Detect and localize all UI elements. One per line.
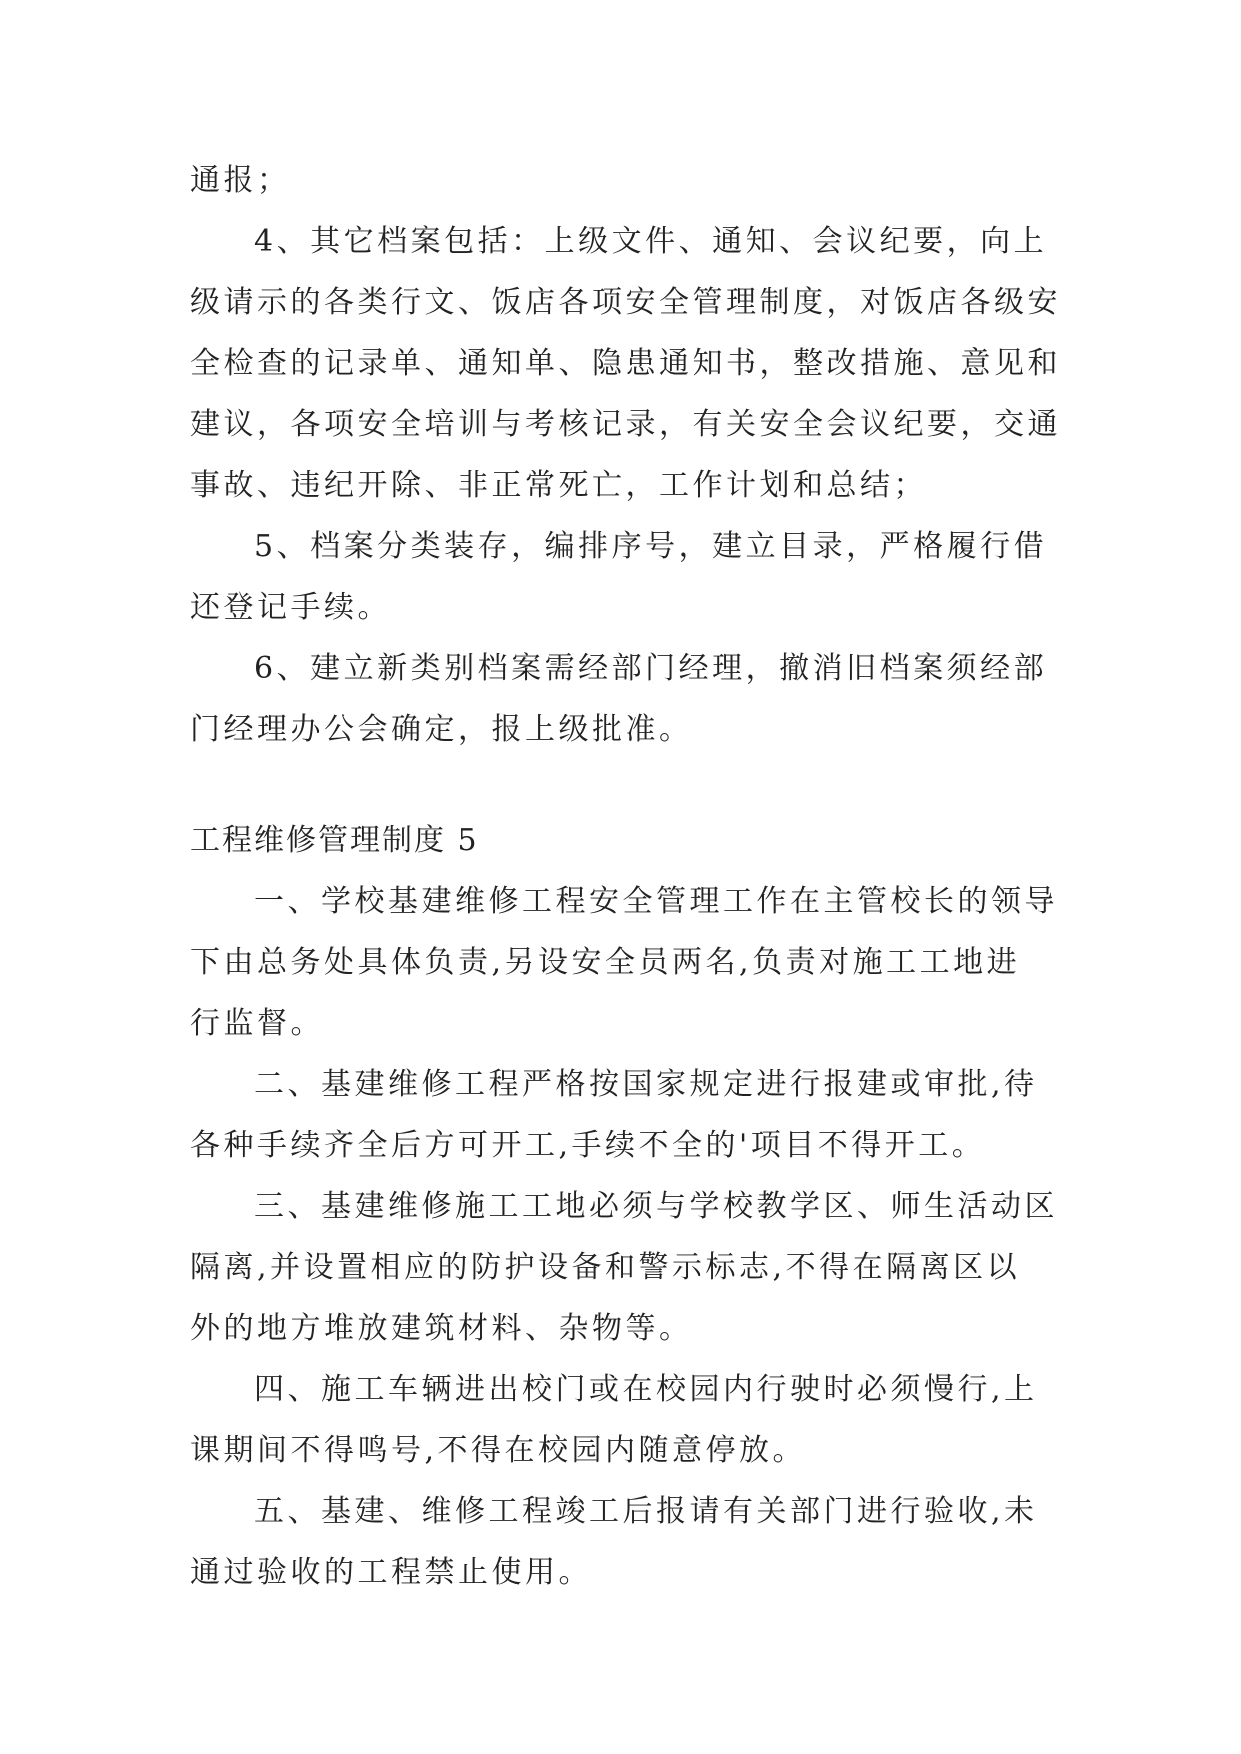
clause-4-line: 四、施工车辆进出校门或在校园内行驶时必须慢行,上 (254, 1372, 1038, 1407)
text-line: 通过验收的工程禁止使用。 (190, 1555, 592, 1590)
text-line: 建议，各项安全培训与考核记录，有关安全会议纪要，交通 (190, 407, 1061, 442)
item-4-line: 4、其它档案包括：上级文件、通知、会议纪要，向上 (254, 224, 1048, 259)
text-line: 事故、违纪开除、非正常死亡，工作计划和总结； (190, 468, 927, 503)
clause-1-line: 一、学校基建维修工程安全管理工作在主管校长的领导 (254, 884, 1058, 919)
clause-5-line: 五、基建、维修工程竣工后报请有关部门进行验收,未 (254, 1494, 1038, 1529)
archive-section (190, 150, 1060, 760)
text-line: 级请示的各类行文、饭店各项安全管理制度，对饭店各级安 (190, 285, 1061, 320)
section-title: 工程维修管理制度 5 (190, 823, 479, 858)
text-line: 外的地方堆放建筑材料、杂物等。 (190, 1311, 693, 1346)
text-line: 全检查的记录单、通知单、隐患通知书，整改措施、意见和 (190, 346, 1061, 381)
text-line: 通报； (190, 163, 291, 198)
text-line: 行监督。 (190, 1006, 324, 1041)
item-5-line: 5、档案分类装存，编排序号，建立目录，严格履行借 (254, 529, 1048, 564)
text-line: 隔离,并设置相应的防护设备和警示标志,不得在隔离区以 (190, 1250, 1021, 1285)
text-line: 课期间不得鸣号,不得在校园内随意停放。 (190, 1433, 807, 1468)
text-line: 门经理办公会确定，报上级批准。 (190, 712, 693, 747)
text-line: 各种手续齐全后方可开工,手续不全的'项目不得开工。 (190, 1128, 986, 1163)
item-6-line: 6、建立新类别档案需经部门经理，撤消旧档案须经部 (254, 651, 1048, 686)
document-page (190, 150, 1060, 1603)
maintenance-section (190, 810, 1060, 1603)
clause-2-line: 二、基建维修工程严格按国家规定进行报建或审批,待 (254, 1067, 1038, 1102)
text-line: 下由总务处具体负责,另设安全员两名,负责对施工工地进 (190, 945, 1021, 980)
section-spacer (190, 760, 1060, 810)
clause-3-line: 三、基建维修施工工地必须与学校教学区、师生活动区 (254, 1189, 1058, 1224)
text-line: 还登记手续。 (190, 590, 391, 625)
